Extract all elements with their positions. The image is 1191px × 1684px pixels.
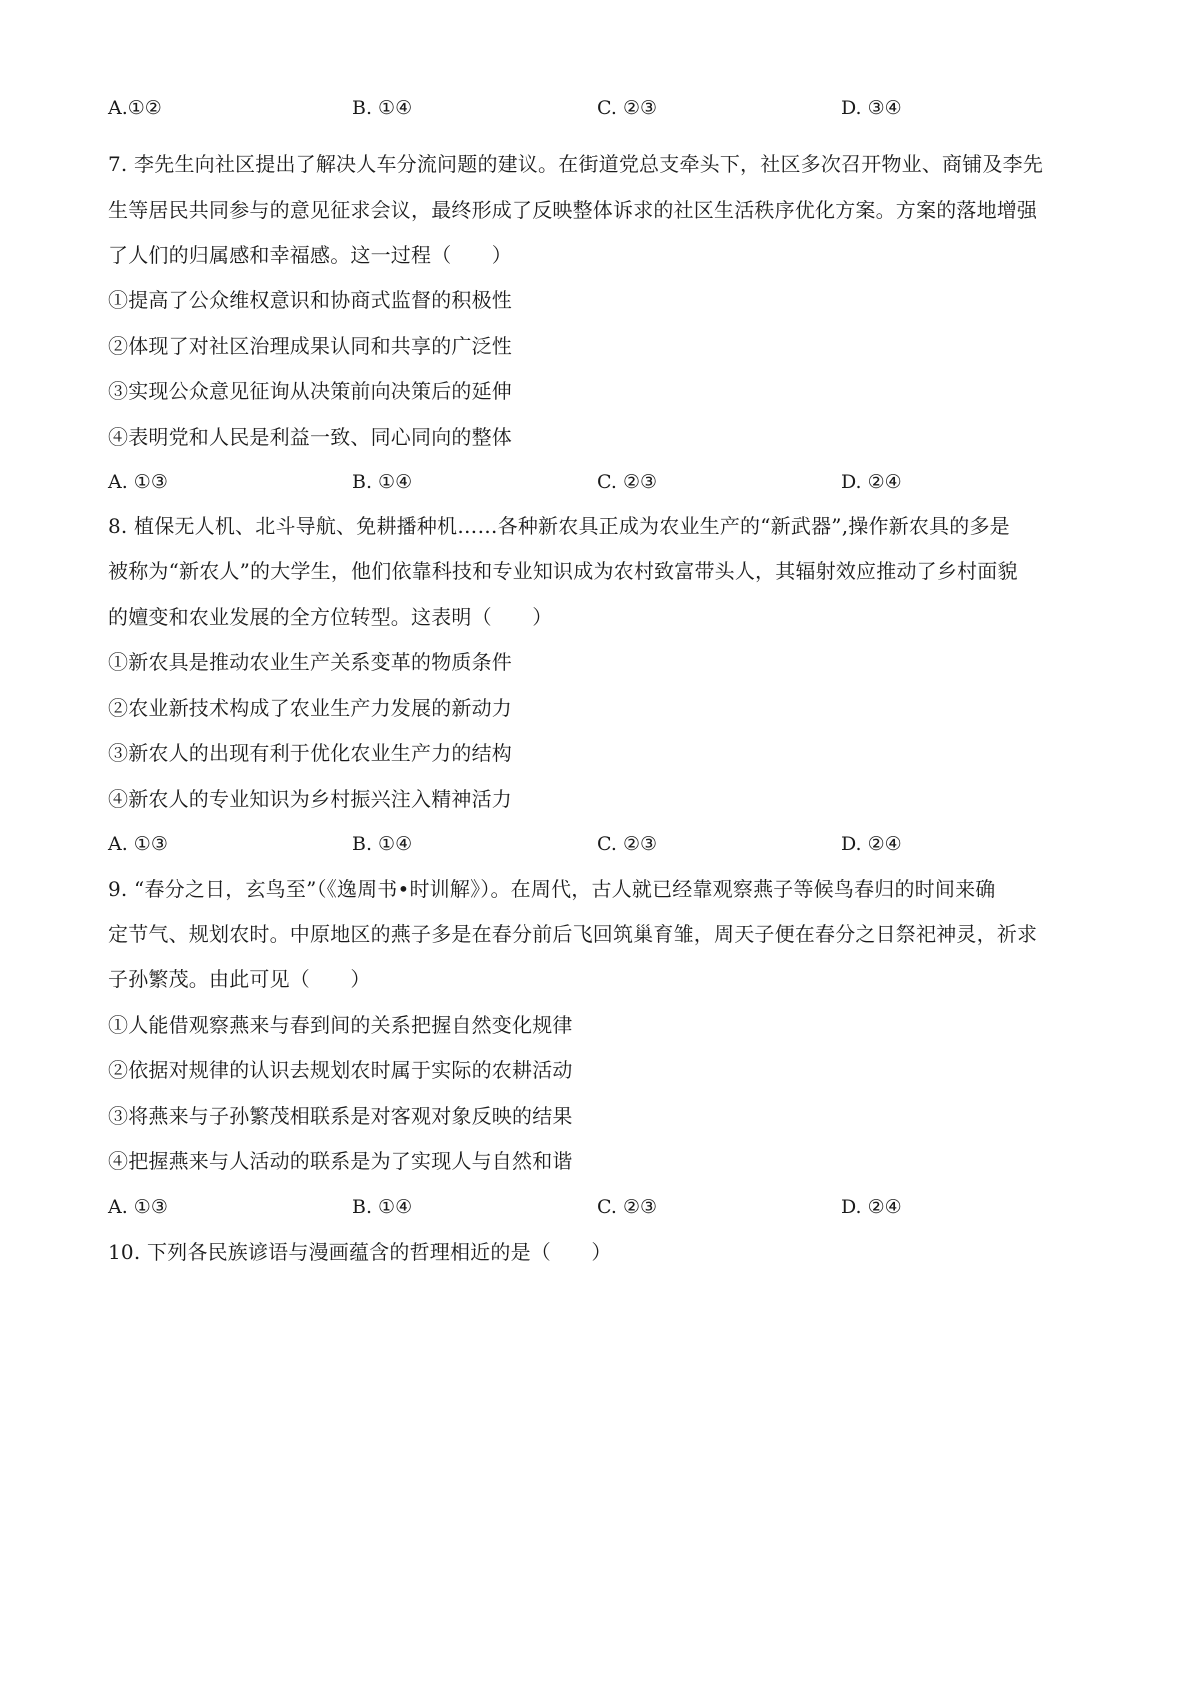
q8-options [108, 830, 1008, 858]
q7-stem-line-3: 了人们的归属感和幸福感。这一过程（ ） [108, 243, 512, 267]
q9-stem-line-3: 子孙繁茂。由此可见（ ） [108, 967, 371, 991]
q7-statement-1: ①提高了公众维权意识和协商式监督的积极性 [108, 288, 512, 312]
option-a[interactable]: A.①② [108, 97, 162, 119]
q9-statement-4: ④把握燕来与人活动的联系是为了实现人与自然和谐 [108, 1149, 573, 1173]
q8-statement-1: ①新农具是推动农业生产关系变革的物质条件 [108, 650, 512, 674]
q9-statement-3: ③将燕来与子孙繁茂相联系是对客观对象反映的结果 [108, 1104, 573, 1128]
option-d[interactable]: D. ③④ [841, 97, 902, 119]
option-b[interactable]: B. ①④ [352, 833, 413, 855]
q7-options [108, 468, 1008, 496]
q9-stem-line-1: 9. “春分之日，玄鸟至”（《逸周书•时训解》）。在周代，古人就已经靠观察燕子等候鸟春归的时间来确 [108, 877, 996, 901]
option-c[interactable]: C. ②③ [597, 471, 658, 493]
option-d[interactable]: D. ②④ [841, 471, 902, 493]
option-b[interactable]: B. ①④ [352, 471, 413, 493]
option-a[interactable]: A. ①③ [108, 471, 168, 493]
option-b[interactable]: B. ①④ [352, 97, 413, 119]
option-c[interactable]: C. ②③ [597, 833, 658, 855]
q8-stem-line-1: 8. 植保无人机、北斗导航、免耕播种机……各种新农具正成为农业生产的“新武器”,操作新农具的多是 [108, 514, 1010, 538]
q9-stem-line-2: 定节气、规划农时。中原地区的燕子多是在春分前后飞回筑巢育雏，周天子便在春分之日祭祀神灵，祈求 [108, 922, 1038, 946]
option-d[interactable]: D. ②④ [841, 1196, 902, 1218]
q8-stem-line-3: 的嬗变和农业发展的全方位转型。这表明（ ） [108, 605, 553, 629]
q6-options [108, 94, 1008, 122]
q8-statement-4: ④新农人的专业知识为乡村振兴注入精神活力 [108, 787, 512, 811]
q7-statement-2: ②体现了对社区治理成果认同和共享的广泛性 [108, 334, 512, 358]
option-a[interactable]: A. ①③ [108, 1196, 168, 1218]
q7-stem-line-2: 生等居民共同参与的意见征求会议，最终形成了反映整体诉求的社区生活秩序优化方案。方案的落地增强 [108, 198, 1038, 222]
q10-stem-line-1: 10. 下列各民族谚语与漫画蕴含的哲理相近的是（ ） [108, 1240, 612, 1264]
q8-statement-3: ③新农人的出现有利于优化农业生产力的结构 [108, 741, 512, 765]
q9-statement-1: ①人能借观察燕来与春到间的关系把握自然变化规律 [108, 1013, 573, 1037]
q9-options [108, 1193, 1008, 1221]
q7-statement-4: ④表明党和人民是利益一致、同心同向的整体 [108, 425, 512, 449]
option-c[interactable]: C. ②③ [597, 97, 658, 119]
option-b[interactable]: B. ①④ [352, 1196, 413, 1218]
option-a[interactable]: A. ①③ [108, 833, 168, 855]
q8-stem-line-2: 被称为“新农人”的大学生，他们依靠科技和专业知识成为农村致富带头人，其辐射效应推动了乡村面貌 [108, 559, 1018, 583]
q7-stem-line-1: 7. 李先生向社区提出了解决人车分流问题的建议。在街道党总支牵头下，社区多次召开物业、商铺及李先 [108, 152, 1044, 176]
q7-statement-3: ③实现公众意见征询从决策前向决策后的延伸 [108, 379, 512, 403]
option-d[interactable]: D. ②④ [841, 833, 902, 855]
q8-statement-2: ②农业新技术构成了农业生产力发展的新动力 [108, 696, 512, 720]
option-c[interactable]: C. ②③ [597, 1196, 658, 1218]
q9-statement-2: ②依据对规律的认识去规划农时属于实际的农耕活动 [108, 1058, 573, 1082]
